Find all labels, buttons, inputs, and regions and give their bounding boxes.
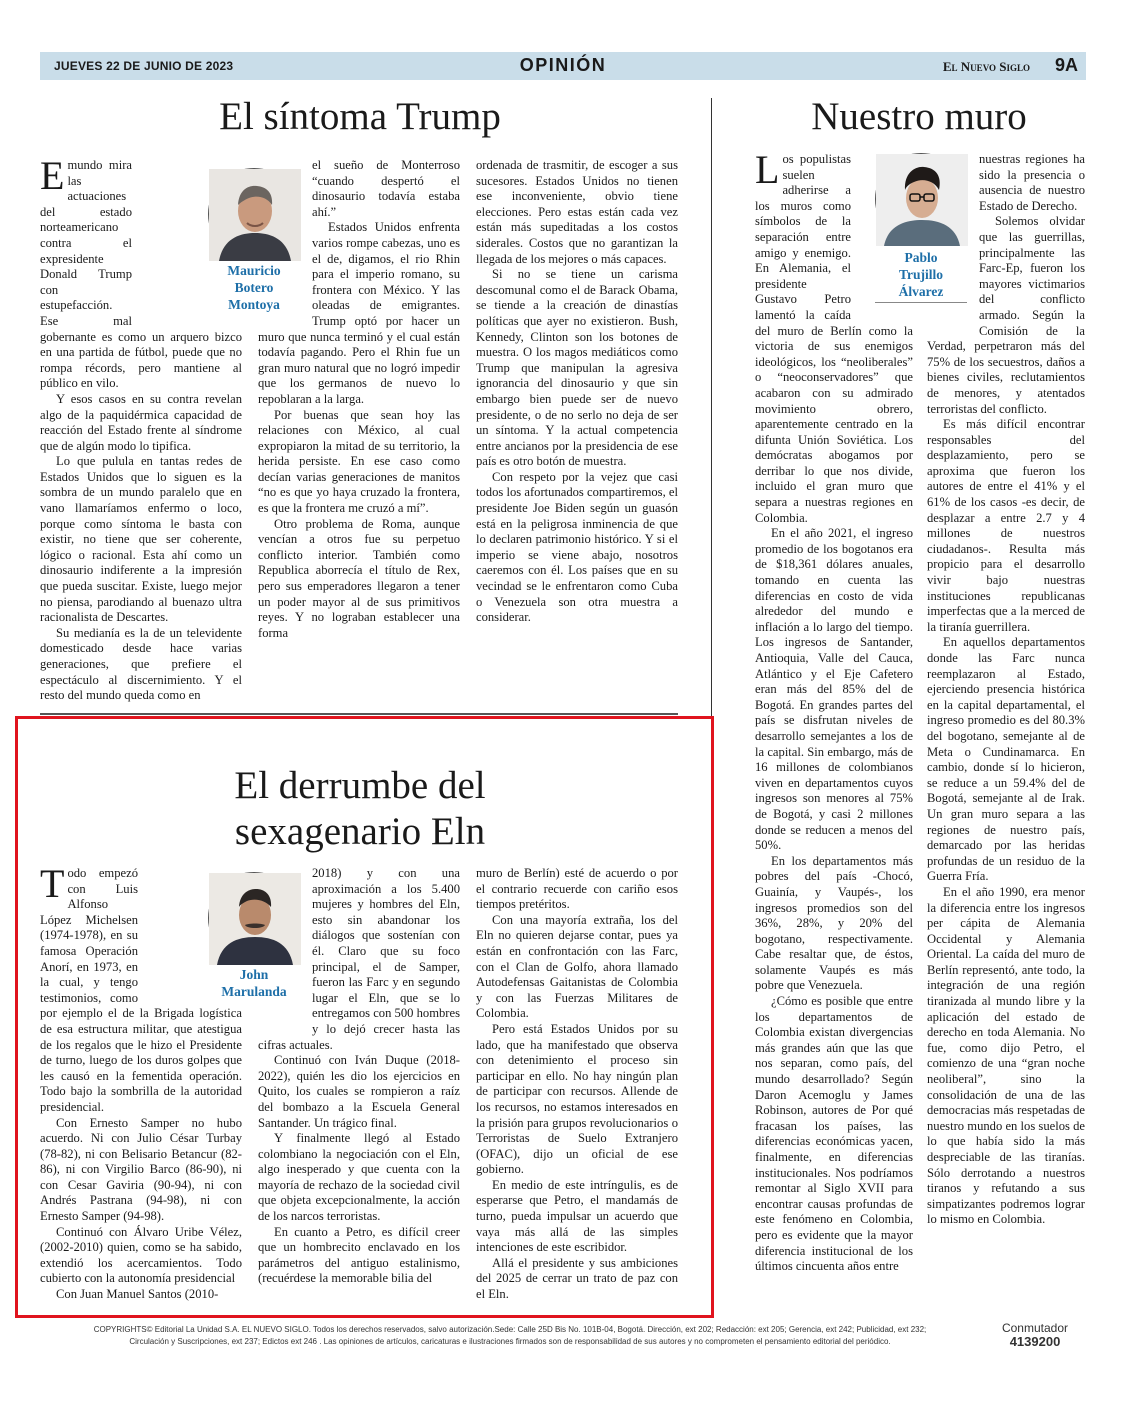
footer-line: COPYRIGHTS© Editorial La Unidad S.A. EL NUEVO SIGLO. Todos los derechos reservados, salvo autorización.Sede: Calle 25D Bis No. 101B-04, Bogotá. Dirección, ext 202; Redacción: ext 205; Gerencia, ext 242; Publicidad, ext 232; — [93, 1325, 927, 1334]
author-name-line: Botero — [234, 280, 274, 295]
article-trump-col3 — [476, 158, 678, 682]
paragraph: mundo mira las actuaciones del estado norteamericano contra el expresidente Donald Trump con estupefacción. Ese mal gobernante es como un arquero bizco en una partida de fútbol, puede que no rompa récords, pero mantiene al público en vilo. — [40, 158, 242, 391]
paragraph: Y esos casos en su contra revelan algo de la paquidérmica capacidad de reacción del Estado frente al síndrome que de algún modo lo tipifica. — [40, 391, 242, 453]
paragraph: Con Ernesto Samper no hubo acuerdo. Ni con Julio César Turbay (78-82), ni con Belisario Betancur (82-86), ni con Virgilio Barco (86-90), ni con Cesar Gaviria (90-94), ni con Andrés Pastrana (94-98), ni con Ernesto Samper (94-98). — [40, 1115, 242, 1224]
author-name-botero — [210, 262, 298, 313]
article-eln-title — [40, 763, 680, 855]
title-line: sexagenario Eln — [234, 810, 486, 853]
paragraph: Con Juan Manuel Santos (2010- — [56, 1287, 219, 1302]
paragraph: Si no se tiene un carisma descomunal como el de Barack Obama, se tiende a la creación de dinastías políticas que ayer no existieron. Bush, Kennedy, Clinton son los botones de muestra. O los magos mediáticos como Trump que manipulan la agresiva ignorancia del dinosaurio y que sin embargo bien puede ser de nuevo presidente, o de no serlo no deja de ser un síntoma. Y la actual competencia entre ancianos por la presidencia de ese país es otro botón de muestra. — [476, 267, 678, 469]
author-name-line: Marulanda — [221, 984, 287, 999]
paragraph: Con una mayoría extraña, los del Eln no quieren dejarse contar, pues ya están en confrontación con las Farc, con el Clan de Golfo, ahora llamado Autodefensas Gaitanistas de Colombia y con las Fuerzas Militares de Colombia. — [476, 912, 678, 1021]
paragraph: ¿Cómo es posible que entre los departamentos de Colombia existan divergencias más grandes aún que las que nos separan, como país, del mundo desarrollado? Según Daron Acemoglu y James Robinson, autores de Por qué fracasan los países, las diferencias económicas yacen, finalmente, en diferencias institucionales. Nos podríamos remontar al Siglo XVII para encontrar causas profundas de este fenómeno en Colombia, pero es evidente que la mayor diferencia institucional de los últimos cincuenta años entre — [755, 994, 913, 1274]
section-title: OPINIÓN — [519, 55, 607, 75]
paragraph: Su medianía es la de un televidente domesticado desde hace varias generaciones, que prefiere el espectáculo al discernimiento. Y el resto del mundo queda como en — [40, 625, 242, 703]
paragraph: En aquellos departamentos donde las Farc nunca reemplazaron al Estado, ejerciendo presencia histórica en la capital departamental, el ingreso promedio es del 80.3% del bogotano, semejante al de Meta o Cundinamarca. En cambio, donde sí lo hicieron, se reduce a un 59.4% del de Bogotá, semejante al de Irak. Un gran muro separa a las regiones de nuestro país, demarcado por las heridas profundas de un residuo de la Guerra Fría. — [927, 635, 1085, 884]
paragraph: odo empezó con Luis Alfonso López Michelsen (1974-1978), en su famosa Operación Anorí, en 1973, en la cual, y tengo testimonios, como por ejemplo el de la Brigada logística de esa estructura militar, que atestigua de los regalos que le hizo el Presidente de turno, luego de los duros golpes que les causó en la fementida operación. Todo bajo la sombrilla de la autoridad presidencial. — [40, 866, 242, 1114]
article-muro-col2 — [927, 152, 1085, 1308]
paragraph: Por buenas que sean hoy las relaciones con México, al cual expropiaron la mitad de su territorio, la herida persiste. En ese caso como decían varias generaciones de manitos “no es que yo haya cruzado la frontera, es que la frontera me cruzó a mí”. — [258, 407, 460, 516]
portrait-icon — [209, 873, 301, 965]
article-trump-col1: Emundo mira las actuaciones del estado norteamericano contra el expresidente Donald Trump con estupefacción. Ese mal gobernante es como un arquero bizco en una partida de fútbol, puede que no rompa récords, pero mantiene al público en vilo. Y esos casos en su contra revelan algo de la paquidérmica capacidad de reacción del Estado frente al síndrome que de algún modo lo tipifica. Lo que pulula en tantas redes de Estados Unidos que lo siguen es la sombra de un mundo paralelo que en vano llamaríamos enfermo o loco, porque como síntoma le basta con existir, no tiene que ser coherente, lógico o racional. Esta ahí como un dinosaurio indiferente a la impresión que pueda suscitar. Existe, luego mejor no piensa, parodiando al buenazo ultra racionalista de Descartes. Su medianía es la de un televidente domesticado desde hace varias generaciones, que prefiere el espectáculo al discernimiento. Y el resto del mundo queda como en — [40, 153, 242, 703]
paragraph: Lo que pulula en tantas redes de Estados Unidos que lo siguen es la sombra de un mundo paralelo que en vano llamaríamos enfermo o loco, porque como síntoma le basta con existir, no tiene que ser coherente, lógico o racional. Esta ahí como un dinosaurio indiferente a la impresión que pueda suscitar. Existe, luego mejor no piensa, parodiando al buenazo ultra racionalista de Descartes. — [40, 454, 242, 625]
author-photo-botero — [208, 168, 300, 260]
author-name-line: Álvarez — [898, 284, 944, 299]
paragraph: Continuó con Álvaro Uribe Vélez, (2002-2010) quien, como se ha sabido, extendió los acercamientos. Todo cubierto con la autonomía presidencial — [40, 1224, 242, 1286]
article-muro-title: Nuestro muro — [811, 95, 1027, 138]
portrait-icon — [876, 154, 968, 246]
author-name-line: Montoya — [228, 297, 280, 312]
article-muro-col1: Los populistas suelen adherirse a los muros como símbolos de la separación entre amigo y enemigo. En Alemania, el presidente Gustavo Petro lamentó la caída del muro de Berlín como la victoria de sus enemigos ideológicos, los “neoliberales” o “neoconservadores” que acabaron con su admirado movimiento obrero, aparentemente centrado en la difunta Unión Soviética. Los demócratas abogamos por derribar lo que nos divide, incluido el gran muro que separa a nuestras regiones en Colombia. En el año 2021, el ingreso promedio de los bogotanos era de $18,361 dólares anuales, tomando en cuenta las diferencias en costo de vida alrededor del mundo e inflación a lo largo del tiempo. Los ingresos de Santander, Antioquia, Valle del Cauca, Atlántico y el Eje Cafetero eran más del 85% del de Bogotá. En grandes partes del país se disfrutan niveles de desarrollo semejantes a los de la capital. Sin embargo, más de 16 millones de colombianos viven en departamentos cuyos ingresos son menores al 75% de Bogotá, y casi 2 millones donde se reducen a menos del 50%. En los departamentos más pobres del país -Chocó, Guainía, y Vaupés-, los ingresos promedios son del 36%, 28%, y 20% del bogotano, respectivamente. Cabe resaltar que, de éstos, solamente Vaupés es más pobre que Venezuela. ¿Cómo es posible que entre los departamentos de Colombia existan divergencias más grandes aún que las que nos separan, como país, del mundo desarrollado? Según Daron Acemoglu y James Robinson, autores de Por qué fracasan los países, las diferencias económicas yacen, finalmente, en diferencias institucionales. Nos podríamos remontar al Siglo XVII para encontrar causas profundas de este fenómeno en Colombia, pero es evidente que la mayor diferencia institucional de los últimos cincuenta años entre — [755, 147, 913, 1274]
paragraph: Es más difícil encontrar responsables del desplazamiento, pero se aproxima que fueron los autores de entre el 41% y el 61% de los casos -es decir, de desplazar a entre 2.7 y 4 millones de nuestros ciudadanos-. Resulta más propicio para el desarrollo vivir bajo nuestras instituciones republicanas imperfectas que a la merced de la tiranía guerrillera. — [927, 417, 1085, 634]
author-name-line: Trujillo — [898, 267, 943, 282]
paragraph: En medio de este intríngulis, es de esperarse que Petro, el mandamás de turno, pueda impulsar un acuerdo que vaya más allá de las simples intenciones de este escribidor. — [476, 1177, 678, 1255]
paragraph: En cuanto a Petro, es difícil creer que un hombrecito enclavado en los parámetros del antiguo estalinismo, (recuérdese la memorable bilia del — [258, 1224, 460, 1286]
paragraph: nuestras regiones ha sido la presencia o ausencia de nuestro Estado de Derecho. — [979, 152, 1085, 213]
copyright-footer — [40, 1324, 980, 1348]
paragraph: Continuó con Iván Duque (2018-2022), quién les dio los ejercicios en Quito, los cuales se rompieron a raíz del bombazo a la Escuela General Santander. Un trágico final. — [258, 1053, 460, 1130]
title-line: El derrumbe del — [234, 764, 486, 807]
paper-name: El Nuevo Siglo — [942, 59, 1030, 74]
paragraph: Allá el presidente y sus ambiciones del 2025 de cerrar un trato de paz con el Eln. — [476, 1255, 678, 1302]
paragraph: Y finalmente llegó al Estado colombiano la negociación con el Eln, algo inesperado y que cuenta con la mayoría de rechazo de la sociedad civil que objeta excepcionalmente, la acción de los narcos terroristas. — [258, 1131, 460, 1224]
paragraph: muro de Berlín) esté de acuerdo o por el contrario recuerde con cariño esos tiempos pretéritos. — [476, 866, 678, 912]
paragraph: Solemos olvidar que las guerrillas, principalmente las Farc-Ep, fueron los mayores victimarios del conflicto armado. Según la Comisión de la Verdad, perpetraron más del 75% de los secuestros, daños a bienes civiles, reclutamientos de menores, y atentados terroristas del conflicto. — [927, 214, 1085, 416]
conmutador-number: 4139200 — [1009, 1334, 1061, 1349]
author-name-marulanda — [208, 966, 300, 1000]
author-name-line: Mauricio — [227, 263, 281, 278]
article-eln-col3 — [476, 866, 678, 1306]
article-trump-title: El síntoma Trump — [219, 95, 501, 138]
article-divider — [40, 713, 678, 715]
header-date: JUEVES 22 DE JUNIO DE 2023 — [54, 59, 234, 73]
paragraph: ordenada de trasmitir, de escoger a sus sucesores. Estados Unidos no tienen ese inconveniente, obvio tiene elecciones. Pero estas están cada vez están más supeditadas a los costos siderales. Costos que no garantizan la llegada de los mejores o más capaces. — [476, 158, 678, 266]
author-photo-trujillo — [875, 153, 967, 245]
author-name-line: John — [239, 967, 269, 982]
author-name-trujillo — [875, 249, 967, 303]
paragraph: el sueño de Monterroso “cuando despertó el dinosaurio todavía estaba ahí.” — [312, 158, 460, 219]
paragraph: En el año 2021, el ingreso promedio de los bogotanos era de $18,361 dólares anuales, tomando en cuenta las diferencias en costo de vida alrededor del mundo e inflación a lo largo del tiempo. Los ingresos de Santander, Antioquia, Valle del Cauca, Atlántico y el Eje Cafetero eran más del 85% del de Bogotá. En grandes partes del país se disfrutan niveles de desarrollo semejantes a los de la capital. Sin embargo, más de 16 millones de colombianos viven en departamentos cuyos ingresos son menores al 75% de Bogotá, y casi 2 millones donde se reducen a menos del 50%. — [755, 526, 913, 853]
paragraph: En el año 1990, era menor la diferencia entre los ingresos per cápita de Alemania Occidental y Alemania Oriental. La caída del muro de Berlín representó, ante todo, la integración de una región tiranizada al mundo libre y la aplicación del estado de derecho en toda Alemania. No fue, como dijo Petro, el comienzo de una “gran noche neoliberal”, sino la consolidación de una de las democracias más respetadas de nuestro mundo en los suelos de lo que había sido la más despreciable de las tiranías. Sólo derrotando a nuestros tiranos y refutando a sus simpatizantes podremos lograr lo mismo en Colombia. — [927, 884, 1085, 1227]
paragraph: En los departamentos más pobres del país -Chocó, Guainía, y Vaupés-, los ingresos promedios son del 36%, 28%, y 20% del bogotano, respectivamente. Cabe resaltar que, de éstos, solamente Vaupés es más pobre que Venezuela. — [755, 853, 913, 993]
paragraph: Estados Unidos enfrenta varios rompe cabezas, uno es el de, digamos, el rio Rhin para el imperio romano, su frontera con México. Y las oleadas de emigrantes. Trump optó por hacer un muro que nunca terminó y el cual están todavía pagando. Pero el Rhin fue un gran muro natural que no logró impedir que los germanos de nuevo lo repoblaran a la larga. — [258, 220, 460, 406]
author-photo-marulanda — [208, 872, 300, 964]
conmutador — [995, 1322, 1075, 1348]
page-number: 9A — [1054, 55, 1078, 75]
paragraph: Pero está Estados Unidos por su lado, que ha manifestado que observa con detenimiento el proceso sin participar en ello. No hay ningún plan de participar con recursos. Allende de los recursos, no estamos interesados en la prisión para grupos revolucionarios o Terroristas de Suelo Extranjero (OFAC), dijo un oficial de ese gobierno. — [476, 1021, 678, 1177]
paragraph: Con respeto por la vejez que casi todos los afortunados compartiremos, el presidente Joe Biden según un guasón está en la peligrosa inminencia de que lo declaren patrimonio histórico. Y si el imperio se viene abajo, nosotros caeremos con él. Los países que en su vecindad se le enfrentaron como Cuba o Venezuela son otra muestra a considerar. — [476, 469, 678, 625]
page-header — [40, 52, 1086, 80]
author-name-line: Pablo — [904, 250, 938, 265]
footer-line: Circulación y Suscripciones, ext 237; Edictos ext 246 . Las opiniones de artículos, caricaturas e ilustraciones firmados son de responsabilidad de sus autores y no comprometen el pensamiento editorial del periódico. — [129, 1337, 891, 1346]
article-eln-col1: Todo empezó con Luis Alfonso López Michelsen (1974-1978), en su famosa Operación Anorí, en 1973, en la cual, y tengo testimonios, como por ejemplo el de la Brigada logística de esa estructura militar, que atestigua de los regalos que le hizo el Presidente de turno, luego de los duros golpes que les causó en la fementida operación. Todo bajo la sombrilla de la autoridad presidencial. Con Ernesto Samper no hubo acuerdo. Ni con Julio César Turbay (78-82), ni con Belisario Betancur (82-86), ni con Virgilio Barco (86-90), ni con Cesar Gaviria (90-94), ni con Andrés Pastrana (94-98), ni con Ernesto Samper (94-98). Continuó con Álvaro Uribe Vélez, (2002-2010) quien, como se ha sabido, extendió los acercamientos. Todo cubierto con la autonomía presidencial Con Juan Manuel Santos (2010- — [40, 861, 242, 1302]
conmutador-label: Conmutador — [1001, 1321, 1069, 1335]
portrait-icon — [209, 169, 301, 261]
paragraph: Otro problema de Roma, aunque vencían a otros fue su perpetuo conflicto interior. También como Republica aborrecía el título de Rex, pero sus emperadores llegaron a tener un poder mayor al de sus primitivos reyes. Y no lograban establecer una forma — [258, 516, 460, 640]
paragraph: 2018) y con una aproximación a los 5.400 mujeres y hombres del Eln, esto sin abandonar los diálogos que sostenían con él. Claro que su foco principal, el de Samper, fueron las Farc y en segundo lugar el Eln, que se lo entregamos con 500 hombres y lo dejó crecer hasta las cifras actuales. — [258, 866, 460, 1052]
paragraph: os populistas suelen adherirse a los muros como símbolos de la separación entre amigo y enemigo. En Alemania, el presidente Gustavo Petro lamentó la caída del muro de Berlín como la victoria de sus enemigos ideológicos, los “neoliberales” o “neoconservadores” que acabaron con su admirado movimiento obrero, aparentemente centrado en la difunta Unión Soviética. Los demócratas abogamos por derribar lo que nos divide, incluido el gran muro que separa a nuestras regiones en Colombia. — [755, 152, 913, 525]
